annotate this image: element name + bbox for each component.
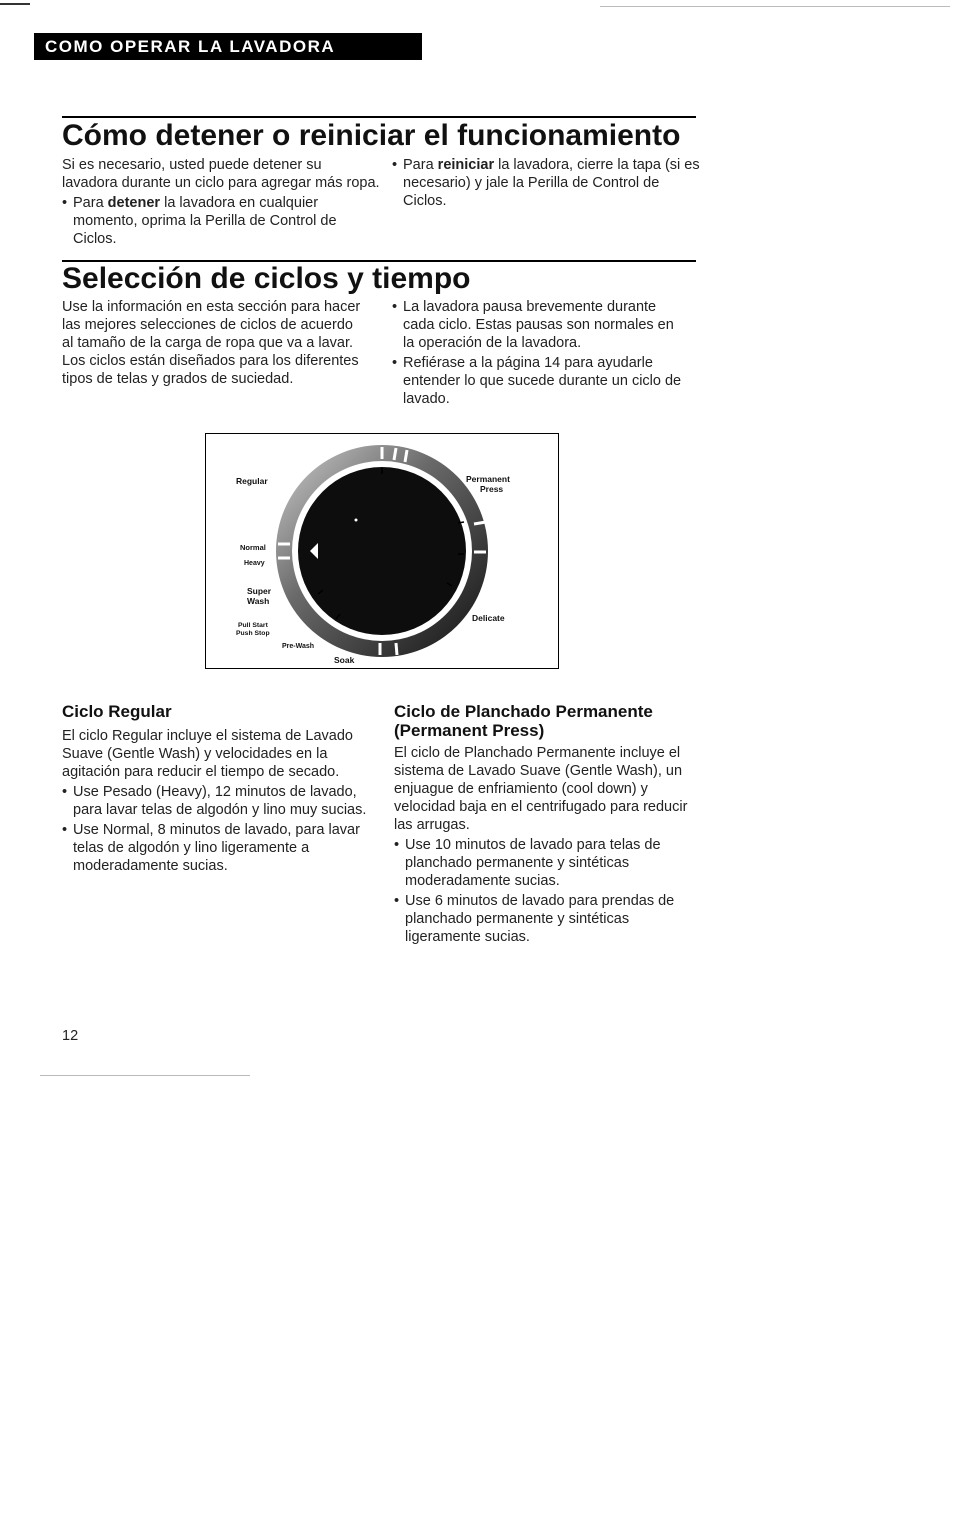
section2-title: Selección de ciclos y tiempo bbox=[62, 262, 471, 295]
title-rule bbox=[62, 116, 696, 118]
permanent-cycle-body bbox=[394, 744, 700, 946]
section1-intro: Si es necesario, usted puede detener su lavadora durante un ciclo para agregar más ropa. bbox=[62, 157, 380, 191]
dial-label-prewash: Pre-Wash bbox=[282, 643, 315, 650]
permanent-bullet-10min: • Use 10 minutos de lavado para telas de planchado permanente y sintéticas moderadamente sucias. bbox=[394, 836, 700, 890]
section1-title: Cómo detener o reiniciar el funcionamiento bbox=[62, 119, 681, 152]
regular-cycle-title: Ciclo Regular bbox=[62, 702, 172, 721]
section1-left-column bbox=[62, 156, 380, 248]
dial-label-push-stop: Push Stop bbox=[236, 630, 270, 637]
dial-label-normal: Normal bbox=[240, 543, 266, 552]
dial-label-permanent: Permanent bbox=[466, 474, 510, 484]
permanent-bullet-6min: • Use 6 minutos de lavado para prendas de planchado permanente y sintéticas ligeramente sucias. bbox=[394, 892, 700, 946]
dial-label-delicate: Delicate bbox=[472, 613, 505, 623]
dial-label-super: Super bbox=[247, 586, 272, 596]
section2-right-column bbox=[392, 298, 688, 408]
dial-label-soak: Soak bbox=[334, 655, 355, 665]
regular-bullet-heavy: • Use Pesado (Heavy), 12 minutos de lavado, para lavar telas de algodón y lino muy sucias. bbox=[62, 783, 367, 819]
regular-cycle-section bbox=[62, 702, 367, 875]
dial-label-heavy: Heavy bbox=[244, 560, 265, 567]
cycle-dial-graphic bbox=[206, 434, 557, 667]
section1-bullet-stop: • Para detener la lavadora en cualquier momento, oprima la Perilla de Control de Ciclos. bbox=[62, 194, 380, 248]
section1-bullet-restart: • Para reiniciar la lavadora, cierre la tapa (si es necesario) y jale la Perilla de Control de Ciclos. bbox=[392, 156, 704, 210]
permanent-cycle-intro: El ciclo de Planchado Permanente incluye el sistema de Lavado Suave (Gentle Wash), un enjuague de enfriamiento (cool down) y velocidad baja en el centrifugado para reducir las arrugas. bbox=[394, 745, 688, 833]
scan-line bbox=[600, 6, 950, 7]
section2-bullet-2: • Refiérase a la página 14 para ayudarle entender lo que sucede durante un ciclo de lavado. bbox=[392, 354, 688, 408]
section1-right-column bbox=[392, 156, 704, 210]
regular-cycle-intro: El ciclo Regular incluye el sistema de Lavado Suave (Gentle Wash) y velocidades en la agitación para reducir el tiempo de secado. bbox=[62, 728, 353, 780]
dial-label-wash: Wash bbox=[247, 596, 270, 606]
knob-highlight bbox=[355, 519, 358, 522]
dial-knob bbox=[298, 467, 466, 635]
permanent-cycle-section bbox=[394, 702, 700, 946]
section2-bullet-1: • La lavadora pausa brevemente durante cada ciclo. Estas pausas son normales en la operación de la lavadora. bbox=[392, 298, 688, 352]
section-banner: COMO OPERAR LA LAVADORA bbox=[34, 33, 422, 60]
page-number: 12 bbox=[62, 1028, 79, 1044]
regular-cycle-body bbox=[62, 727, 367, 875]
section2-left-column bbox=[62, 298, 362, 388]
scan-mark bbox=[0, 3, 30, 5]
dial-label-press: Press bbox=[480, 484, 504, 494]
scan-line bbox=[40, 1075, 250, 1076]
permanent-cycle-title: Ciclo de Planchado Permanente (Permanent Press) bbox=[394, 702, 653, 740]
section2-intro: Use la información en esta sección para hacer las mejores selecciones de ciclos de acuerdo al tamaño de la carga de ropa que va a lavar. Los ciclos están diseñados para los diferentes tipos de telas y grados de suciedad. bbox=[62, 299, 361, 387]
dial-label-regular: Regular bbox=[236, 476, 268, 486]
regular-bullet-normal: • Use Normal, 8 minutos de lavado, para lavar telas de algodón y lino ligeramente a moderadamente sucias. bbox=[62, 821, 367, 875]
dial-label-pull-start: Pull Start bbox=[238, 622, 268, 629]
cycle-dial-illustration bbox=[205, 433, 559, 669]
